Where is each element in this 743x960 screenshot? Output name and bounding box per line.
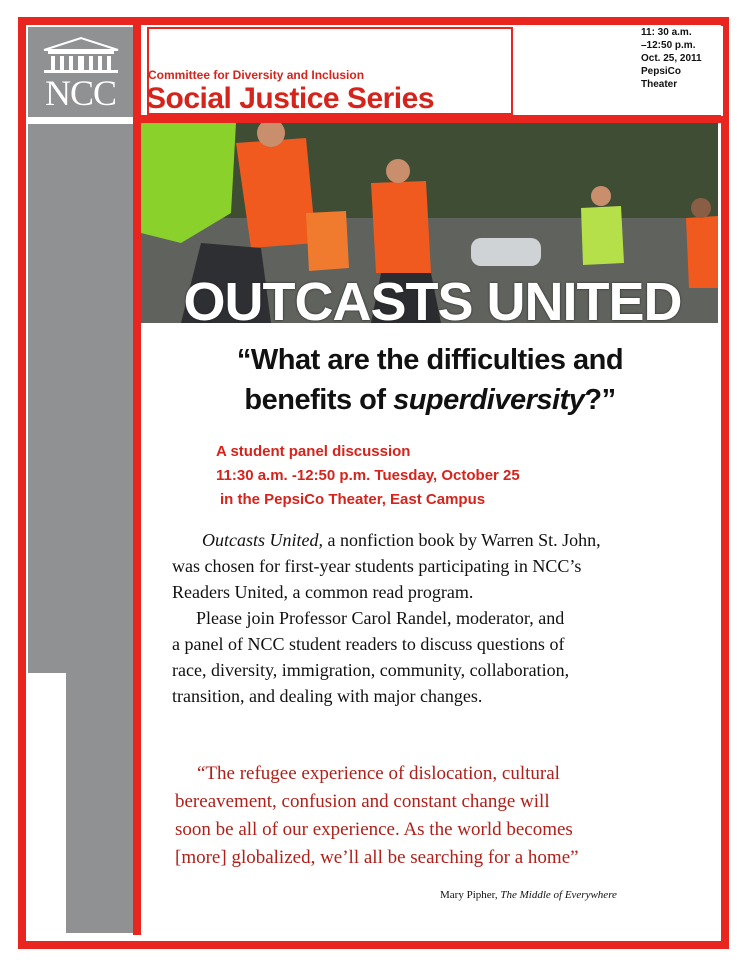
quote-author: Mary Pipher,: [440, 889, 501, 901]
description: [172, 527, 712, 709]
pull-quote: [175, 760, 715, 872]
movie-title: OUTCASTS UNITED: [183, 272, 682, 332]
series-title: Social Justice Series: [146, 82, 435, 115]
logo-text: NCC: [44, 73, 117, 113]
body-text: was chosen for first-year students participating in NCC’s: [172, 556, 582, 576]
horizontal-divider: [141, 115, 721, 123]
building-icon: [38, 34, 124, 74]
panel-time: 11:30 a.m. -12:50 p.m. Tuesday, October 25: [216, 467, 520, 484]
body-text: transition, and dealing with major changes.: [172, 686, 483, 706]
body-text: a panel of NCC student readers to discuss questions of: [172, 634, 565, 654]
book-title: Outcasts United,: [202, 530, 323, 550]
body-text: a nonfiction book by Warren St. John,: [323, 530, 601, 550]
panel-line: A student panel discussion: [216, 443, 411, 460]
body-text: Readers United, a common read program.: [172, 582, 474, 602]
white-side-strip: [28, 673, 66, 933]
quote-line: soon be all of our experience. As the world becomes: [175, 819, 573, 840]
gray-lower-column: [66, 673, 133, 933]
event-info-line: 11: 30 a.m.: [641, 27, 692, 38]
quote-line: “The refugee experience of dislocation, cultural: [197, 763, 560, 784]
quote-line: [more] globalized, we’ll all be searching for a home”: [175, 847, 579, 868]
body-text: race, diversity, immigration, community, collaboration,: [172, 660, 570, 680]
question-emphasis: superdiversity: [393, 384, 585, 416]
event-info-box: [629, 26, 723, 116]
event-info-line: Theater: [641, 79, 678, 90]
quote-source: The Middle of Everywhere: [500, 889, 617, 901]
event-info-line: Oct. 25, 2011: [641, 53, 702, 64]
question-text: ?”: [584, 384, 616, 416]
question-line-1: “What are the difficulties and: [236, 344, 624, 376]
event-info-line: –12:50 p.m.: [641, 40, 696, 51]
committee-name: Committee for Diversity and Inclusion: [148, 68, 365, 82]
question-line-2: [150, 380, 710, 420]
panel-details: [216, 440, 520, 512]
quote-line: bereavement, confusion and constant change will: [175, 791, 550, 812]
panel-location: in the PepsiCo Theater, East Campus: [220, 491, 486, 508]
body-text: Please join Professor Carol Randel, moderator, and: [196, 608, 565, 628]
vertical-divider: [133, 25, 141, 935]
event-info-line: PepsiCo: [641, 66, 682, 77]
gray-side-column: [28, 124, 133, 673]
quote-attribution: [440, 889, 617, 901]
headline-question: [150, 340, 710, 420]
question-text: benefits of: [244, 384, 394, 416]
